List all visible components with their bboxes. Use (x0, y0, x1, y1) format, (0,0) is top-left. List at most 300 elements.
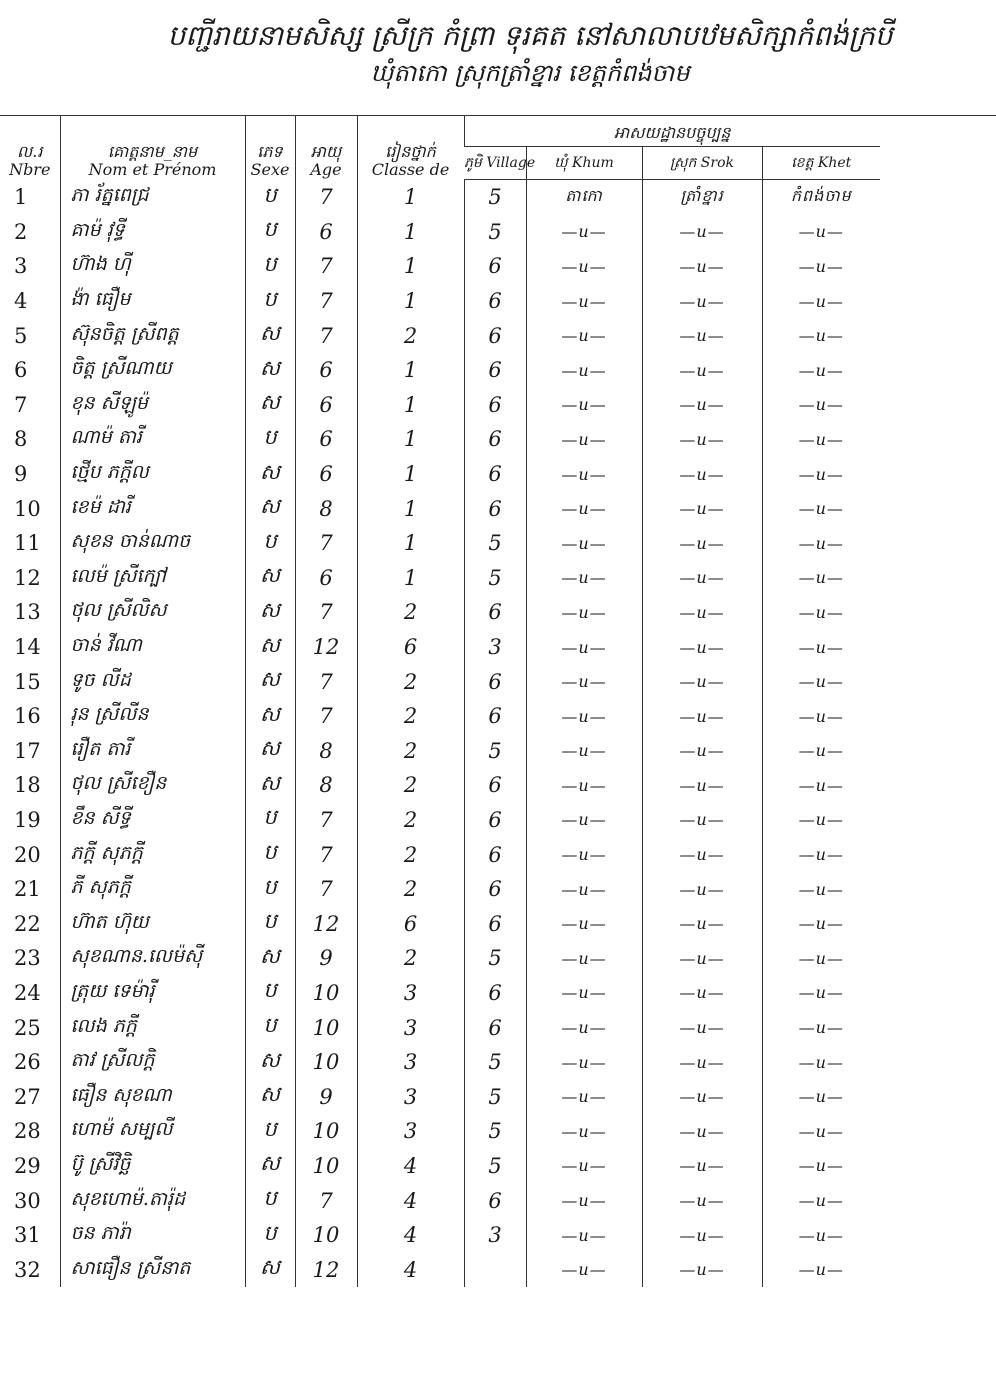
row-number: 15 (14, 669, 41, 694)
student-khum: —u— (526, 872, 642, 907)
row-number: 10 (14, 496, 41, 521)
student-age: 7 (295, 318, 357, 353)
student-name: ធឿន សុខណា (60, 1079, 245, 1114)
student-village: 3 (464, 630, 526, 665)
row-number: 13 (14, 600, 41, 625)
student-khet: —u— (762, 976, 880, 1011)
student-class: 2 (357, 664, 464, 699)
row-number: 19 (14, 807, 41, 832)
student-rows (0, 180, 880, 1288)
header-address: អាសយដ្ឋានបច្ចុប្បន្ន (464, 116, 880, 147)
student-village: 6 (464, 906, 526, 941)
student-class: 1 (357, 561, 464, 596)
student-srok: ត្រាំខ្នារ (642, 180, 762, 215)
student-khum: —u— (526, 1045, 642, 1080)
student-class: 3 (357, 1045, 464, 1080)
student-sex: ប (245, 422, 295, 457)
student-srok: —u— (642, 249, 762, 284)
student-srok: —u— (642, 803, 762, 838)
student-class: 4 (357, 1149, 464, 1184)
student-srok: —u— (642, 388, 762, 423)
row-number: 1 (14, 185, 28, 210)
document-subtitle: ឃុំតាកោ ស្រុកត្រាំខ្នារ ខេត្តកំពង់ចាម (370, 59, 690, 87)
student-khet: —u— (762, 630, 880, 665)
student-village: 5 (464, 215, 526, 250)
student-khet: —u— (762, 803, 880, 838)
student-name: សុខហោម៉.តារ៉ុដ (60, 1183, 245, 1218)
student-class: 1 (357, 491, 464, 526)
student-khet: —u— (762, 457, 880, 492)
student-class: 2 (357, 768, 464, 803)
student-name: ង៉ា ធឿម (60, 284, 245, 319)
student-srok: —u— (642, 422, 762, 457)
student-name: ភី សុភក្តី (60, 872, 245, 907)
student-age: 6 (295, 388, 357, 423)
student-name: សាធឿន ស្រីនាត (60, 1252, 245, 1287)
student-khet: —u— (762, 1010, 880, 1045)
student-sex: ប (245, 284, 295, 319)
student-khum: —u— (526, 491, 642, 526)
student-khet: —u— (762, 353, 880, 388)
student-age: 10 (295, 1149, 357, 1184)
student-khum: តាកោ (526, 180, 642, 215)
student-name: ចាន់ វីណា (60, 630, 245, 665)
student-khet: —u— (762, 1045, 880, 1080)
student-khum: —u— (526, 1149, 642, 1184)
table-row (0, 1218, 880, 1253)
student-name: រុន ស្រីលីន (60, 699, 245, 734)
student-sex: ប (245, 1114, 295, 1149)
student-khet: —u— (762, 1114, 880, 1149)
student-srok: —u— (642, 699, 762, 734)
document-title: បញ្ជីរាយនាមសិស្ស ស្រីក្រ កំព្រា ទុរគត នៅសាលាបឋមសិក្សាកំពង់ក្របី (167, 19, 893, 52)
row-number: 31 (14, 1223, 41, 1248)
student-khum: —u— (526, 249, 642, 284)
student-khum: —u— (526, 1252, 642, 1287)
table-row (0, 561, 880, 596)
row-number: 5 (14, 323, 28, 348)
student-class: 1 (357, 249, 464, 284)
table-row (0, 906, 880, 941)
table-row (0, 491, 880, 526)
student-srok: —u— (642, 1045, 762, 1080)
row-number: 14 (14, 635, 41, 660)
student-khum: —u— (526, 1218, 642, 1253)
student-age: 6 (295, 561, 357, 596)
student-khum: —u— (526, 353, 642, 388)
student-name: ខុន សីឡូម៉ (60, 388, 245, 423)
row-number: 32 (14, 1257, 41, 1282)
student-class: 1 (357, 284, 464, 319)
student-village: 6 (464, 699, 526, 734)
header-srok: ស្រុក Srok (642, 147, 762, 180)
student-class: 4 (357, 1218, 464, 1253)
table-row (0, 872, 880, 907)
student-age: 7 (295, 837, 357, 872)
student-age: 7 (295, 249, 357, 284)
student-khum: —u— (526, 457, 642, 492)
student-khet: —u— (762, 595, 880, 630)
student-khet: —u— (762, 1079, 880, 1114)
row-number: 21 (14, 877, 41, 902)
student-khet: —u— (762, 491, 880, 526)
header-name-fr: Nom et Prénom (88, 160, 217, 180)
student-village: 6 (464, 595, 526, 630)
student-village: 6 (464, 872, 526, 907)
student-village: 5 (464, 180, 526, 215)
student-name: ថុល ស្រីលិស (60, 595, 245, 630)
header-name (60, 116, 245, 180)
student-name: ថុល ស្រីខឿន (60, 768, 245, 803)
student-khet: —u— (762, 837, 880, 872)
header-number-fr: Nbre (9, 160, 51, 180)
student-name: ខឹន សីទ្ធី (60, 803, 245, 838)
table-row (0, 699, 880, 734)
table-row (0, 630, 880, 665)
header-class-kh: រៀនថ្នាក់ (385, 141, 436, 161)
student-khet: —u— (762, 768, 880, 803)
student-age: 7 (295, 664, 357, 699)
table-row (0, 664, 880, 699)
student-srok: —u— (642, 1114, 762, 1149)
student-age: 7 (295, 699, 357, 734)
table-row (0, 1079, 880, 1114)
student-sex: ស (245, 561, 295, 596)
row-number: 22 (14, 911, 41, 936)
student-sex: ប (245, 872, 295, 907)
student-name: សុខន ចាន់ណាច (60, 526, 245, 561)
student-age: 7 (295, 803, 357, 838)
student-village: 3 (464, 1218, 526, 1253)
student-age: 6 (295, 422, 357, 457)
student-name: ខេម៉ ដារី (60, 491, 245, 526)
student-sex: ប (245, 249, 295, 284)
table-row (0, 353, 880, 388)
student-class: 1 (357, 388, 464, 423)
student-sex: ស (245, 457, 295, 492)
student-village: 6 (464, 664, 526, 699)
student-village: 5 (464, 1079, 526, 1114)
row-number: 23 (14, 946, 41, 971)
student-class: 2 (357, 837, 464, 872)
student-village: 6 (464, 457, 526, 492)
header-village: ភូមិ Village (464, 147, 526, 180)
row-number: 28 (14, 1119, 41, 1144)
table-row (0, 249, 880, 284)
student-age: 8 (295, 491, 357, 526)
table-row (0, 976, 880, 1011)
table-row (0, 803, 880, 838)
student-sex: ស (245, 699, 295, 734)
student-srok: —u— (642, 215, 762, 250)
row-number: 12 (14, 565, 41, 590)
student-srok: —u— (642, 1010, 762, 1045)
row-number: 18 (14, 773, 41, 798)
student-name: ប៊ូ ស្រីវិច្ឆិ (60, 1149, 245, 1184)
student-sex: ស (245, 1079, 295, 1114)
student-age: 7 (295, 872, 357, 907)
student-khum: —u— (526, 734, 642, 769)
table-row (0, 595, 880, 630)
student-name: រឿត តារី (60, 734, 245, 769)
student-age: 12 (295, 630, 357, 665)
student-age: 8 (295, 734, 357, 769)
student-srok: —u— (642, 595, 762, 630)
header-class (357, 116, 464, 180)
student-class: 2 (357, 872, 464, 907)
table-row (0, 941, 880, 976)
student-name: ស៊ុនចិត្ត ស្រីពត្ត (60, 318, 245, 353)
header-name-kh: គោត្តនាម_នាម (107, 141, 198, 161)
student-village (464, 1252, 526, 1287)
student-village: 6 (464, 318, 526, 353)
student-village: 6 (464, 837, 526, 872)
student-sex: ស (245, 1045, 295, 1080)
student-srok: —u— (642, 664, 762, 699)
student-village: 5 (464, 734, 526, 769)
student-khet: —u— (762, 906, 880, 941)
student-class: 3 (357, 1079, 464, 1114)
student-class: 3 (357, 1010, 464, 1045)
student-age: 6 (295, 215, 357, 250)
student-name: ហ៊ាង ហ៊ី (60, 249, 245, 284)
table-row (0, 284, 880, 319)
student-sex: ស (245, 595, 295, 630)
student-age: 8 (295, 768, 357, 803)
student-age: 12 (295, 1252, 357, 1287)
student-srok: —u— (642, 1252, 762, 1287)
student-class: 1 (357, 180, 464, 215)
student-srok: —u— (642, 526, 762, 561)
student-name: ត្រុយ ទេម៉ារ៉ី (60, 976, 245, 1011)
student-khum: —u— (526, 318, 642, 353)
table-row (0, 768, 880, 803)
student-list-table (0, 115, 880, 1287)
table-row (0, 1010, 880, 1045)
student-name: ភក្តី សុភក្តី (60, 837, 245, 872)
student-sex: ស (245, 491, 295, 526)
student-village: 5 (464, 1114, 526, 1149)
student-class: 1 (357, 526, 464, 561)
student-sex: ស (245, 318, 295, 353)
row-number: 25 (14, 1015, 41, 1040)
student-age: 10 (295, 1045, 357, 1080)
student-sex: ប (245, 1218, 295, 1253)
student-khum: —u— (526, 906, 642, 941)
table-row (0, 1149, 880, 1184)
header-sex-kh: ភេទ (257, 141, 283, 161)
student-srok: —u— (642, 941, 762, 976)
student-name: លេម៉ ស្រីក្បៅ (60, 561, 245, 596)
student-khet: —u— (762, 388, 880, 423)
student-age: 6 (295, 353, 357, 388)
table-row (0, 1045, 880, 1080)
student-sex: ប (245, 215, 295, 250)
student-name: ចិត្ត ស្រីណាយ (60, 353, 245, 388)
row-number: 4 (14, 289, 28, 314)
row-number: 16 (14, 704, 41, 729)
student-village: 6 (464, 1010, 526, 1045)
student-srok: —u— (642, 872, 762, 907)
student-khet: —u— (762, 941, 880, 976)
header-age-kh: អាយុ (310, 141, 342, 161)
student-sex: ប (245, 837, 295, 872)
header-number-kh: ល.រ (17, 141, 43, 161)
student-srok: —u— (642, 906, 762, 941)
table-row (0, 318, 880, 353)
student-sex: ប (245, 180, 295, 215)
student-khum: —u— (526, 630, 642, 665)
student-khet: —u— (762, 872, 880, 907)
student-sex: ស (245, 388, 295, 423)
student-khet: —u— (762, 1218, 880, 1253)
student-sex: ប (245, 526, 295, 561)
student-sex: ស (245, 1252, 295, 1287)
student-sex: ស (245, 353, 295, 388)
student-class: 2 (357, 318, 464, 353)
student-village: 6 (464, 1183, 526, 1218)
student-village: 6 (464, 491, 526, 526)
student-khet: —u— (762, 734, 880, 769)
student-class: 2 (357, 699, 464, 734)
table-row (0, 422, 880, 457)
student-khet: —u— (762, 422, 880, 457)
table-row (0, 215, 880, 250)
student-srok: —u— (642, 837, 762, 872)
student-class: 3 (357, 976, 464, 1011)
student-srok: —u— (642, 1149, 762, 1184)
student-sex: ប (245, 976, 295, 1011)
student-class: 4 (357, 1252, 464, 1287)
student-class: 1 (357, 215, 464, 250)
student-khum: —u— (526, 1079, 642, 1114)
student-name: តាវ ស្រីលក្តិ (60, 1045, 245, 1080)
student-khum: —u— (526, 284, 642, 319)
student-age: 12 (295, 906, 357, 941)
student-age: 7 (295, 526, 357, 561)
student-khet: —u— (762, 1183, 880, 1218)
student-name: លេង ភក្តី (60, 1010, 245, 1045)
header-age-fr: Age (310, 160, 342, 180)
student-sex: ស (245, 768, 295, 803)
row-number: 8 (14, 427, 28, 452)
student-srok: —u— (642, 768, 762, 803)
student-class: 2 (357, 941, 464, 976)
student-age: 7 (295, 1183, 357, 1218)
row-number: 9 (14, 462, 28, 487)
student-srok: —u— (642, 1218, 762, 1253)
student-age: 7 (295, 180, 357, 215)
student-srok: —u— (642, 1079, 762, 1114)
student-age: 9 (295, 941, 357, 976)
student-name: ហោម៉ សម្បលី (60, 1114, 245, 1149)
table-row (0, 457, 880, 492)
student-khum: —u— (526, 595, 642, 630)
student-srok: —u— (642, 491, 762, 526)
student-sex: ប (245, 1183, 295, 1218)
student-sex: ប (245, 906, 295, 941)
student-age: 7 (295, 595, 357, 630)
student-village: 5 (464, 941, 526, 976)
student-khum: —u— (526, 976, 642, 1011)
student-khet: —u— (762, 664, 880, 699)
header-sex-fr: Sexe (250, 160, 290, 180)
student-sex: ប (245, 1010, 295, 1045)
student-khet: —u— (762, 526, 880, 561)
row-number: 6 (14, 358, 28, 383)
student-khum: —u— (526, 1114, 642, 1149)
student-village: 6 (464, 353, 526, 388)
student-khum: —u— (526, 215, 642, 250)
student-village: 6 (464, 388, 526, 423)
student-srok: —u— (642, 284, 762, 319)
student-khet: កំពង់ចាម (762, 180, 880, 215)
student-sex: ស (245, 1149, 295, 1184)
student-khet: —u— (762, 1252, 880, 1287)
table-row (0, 526, 880, 561)
student-age: 10 (295, 1218, 357, 1253)
student-khum: —u— (526, 837, 642, 872)
student-srok: —u— (642, 353, 762, 388)
student-khum: —u— (526, 526, 642, 561)
student-class: 2 (357, 734, 464, 769)
student-age: 7 (295, 284, 357, 319)
row-number: 2 (14, 219, 28, 244)
student-khet: —u— (762, 699, 880, 734)
student-class: 6 (357, 906, 464, 941)
header-sex (245, 116, 295, 180)
student-class: 1 (357, 422, 464, 457)
header-class-fr: Classe de (371, 160, 450, 180)
table-row (0, 1183, 880, 1218)
student-sex: ស (245, 734, 295, 769)
student-village: 5 (464, 526, 526, 561)
student-village: 6 (464, 803, 526, 838)
student-name: ចន ភារ៉ា (60, 1218, 245, 1253)
student-age: 10 (295, 1114, 357, 1149)
table-row (0, 180, 880, 215)
student-srok: —u— (642, 318, 762, 353)
student-class: 1 (357, 457, 464, 492)
student-age: 6 (295, 457, 357, 492)
student-class: 6 (357, 630, 464, 665)
student-srok: —u— (642, 561, 762, 596)
student-sex: ប (245, 803, 295, 838)
student-age: 10 (295, 1010, 357, 1045)
header-number (0, 116, 60, 180)
student-village: 6 (464, 284, 526, 319)
student-khet: —u— (762, 561, 880, 596)
student-srok: —u— (642, 734, 762, 769)
student-sex: ស (245, 630, 295, 665)
header-khum: ឃុំ Khum (526, 147, 642, 180)
row-number: 26 (14, 1050, 41, 1075)
student-khum: —u— (526, 699, 642, 734)
student-class: 2 (357, 595, 464, 630)
row-number: 11 (14, 531, 41, 556)
student-name: ហ៊ាត ហ៊ុយ (60, 906, 245, 941)
table-row (0, 388, 880, 423)
student-name: ទូច លីដ (60, 664, 245, 699)
student-age: 10 (295, 976, 357, 1011)
student-khum: —u— (526, 561, 642, 596)
student-village: 5 (464, 1149, 526, 1184)
row-number: 3 (14, 254, 28, 279)
student-khum: —u— (526, 768, 642, 803)
row-number: 30 (14, 1188, 41, 1213)
row-number: 29 (14, 1153, 41, 1178)
row-number: 24 (14, 980, 41, 1005)
